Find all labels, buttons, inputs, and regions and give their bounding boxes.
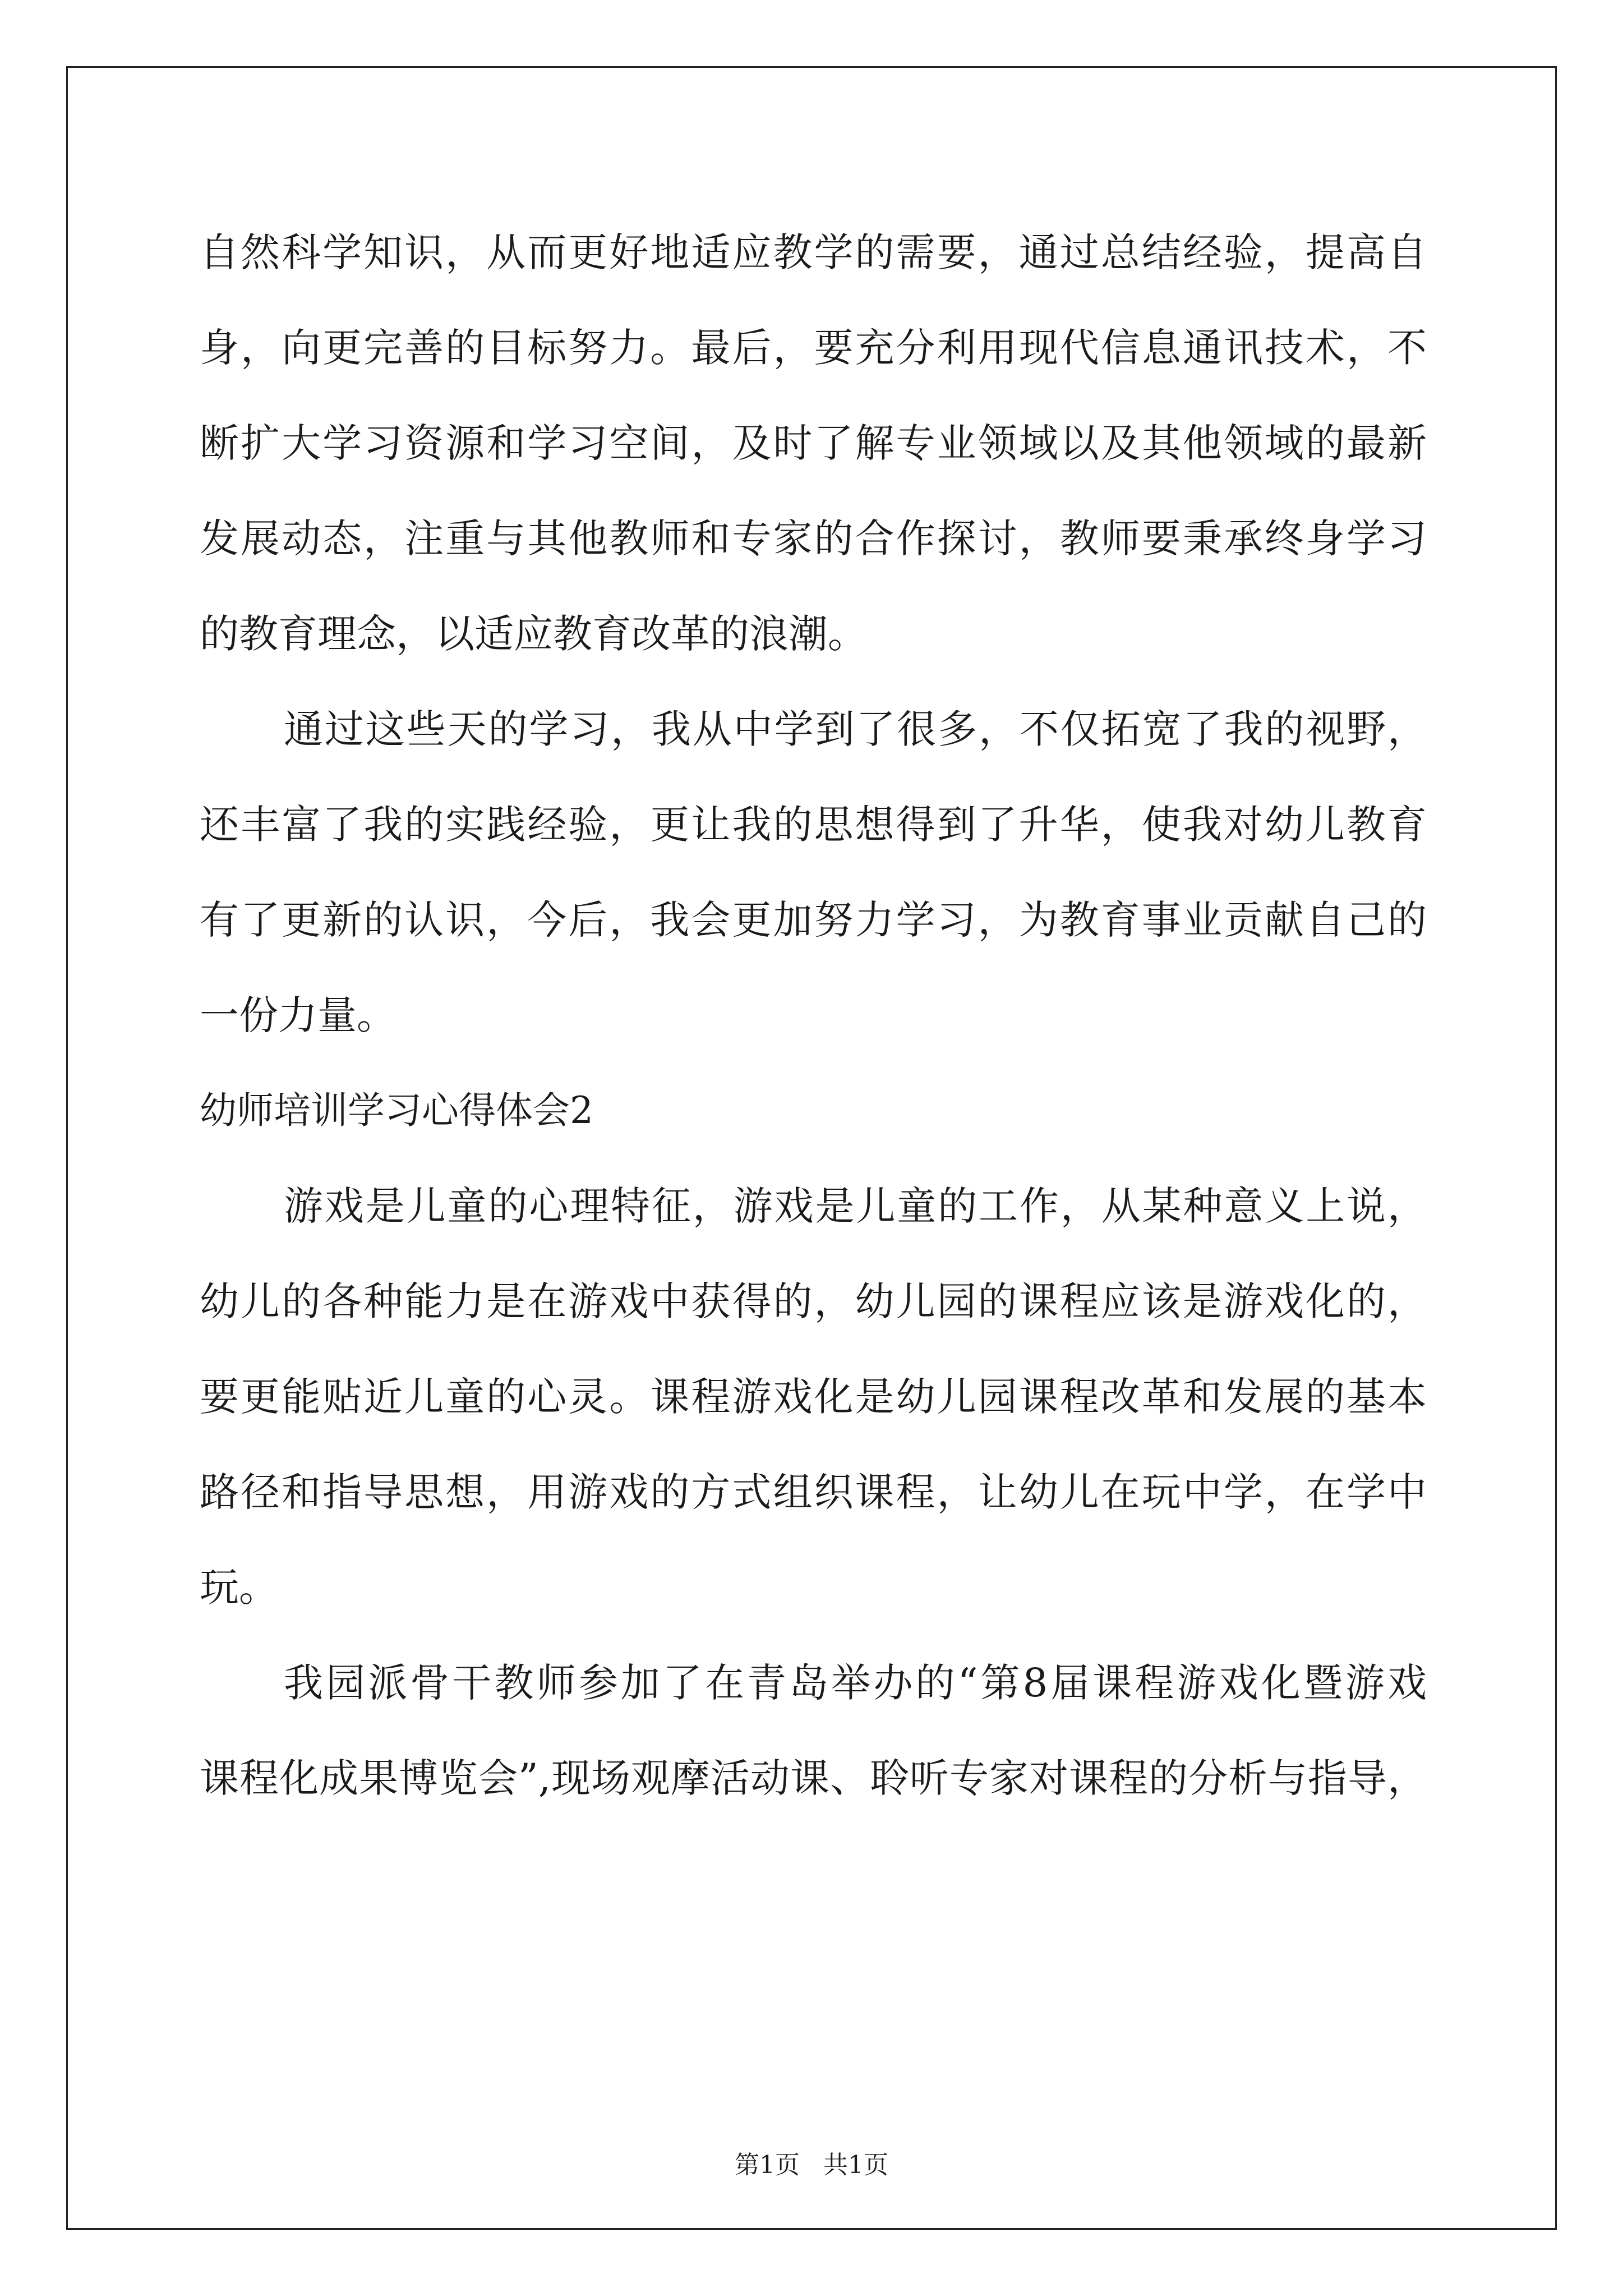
paragraph-line: 幼儿的各种能力是在游戏中获得的，幼儿园的课程应该是游戏化的，	[200, 1278, 1427, 1324]
paragraph-line: 有了更新的认识，今后，我会更加努力学习，为教育事业贡献自己的	[200, 897, 1427, 943]
paragraph-line: 玩。	[200, 1565, 278, 1611]
paragraph-line: 自然科学知识，从而更好地适应教学的需要，通过总结经验，提高自	[200, 229, 1427, 275]
page-footer: 第1页 共1页	[735, 2151, 888, 2179]
paragraph-line: 断扩大学习资源和学习空间，及时了解专业领域以及其他领域的最新	[200, 420, 1427, 466]
paragraph-line: 路径和指导思想，用游戏的方式组织课程，让幼儿在玩中学，在学中	[200, 1469, 1427, 1515]
paragraph-line: 发展动态，注重与其他教师和专家的合作探讨，教师要秉承终身学习	[200, 516, 1427, 562]
paragraph-line: 课程化成果博览会”,现场观摩活动课、聆听专家对课程的分析与指导，	[200, 1755, 1427, 1801]
paragraph-line: 通过这些天的学习，我从中学到了很多，不仅拓宽了我的视野，	[284, 706, 1427, 752]
paragraph-line: 要更能贴近儿童的心灵。课程游戏化是幼儿园课程改革和发展的基本	[200, 1374, 1427, 1420]
paragraph-line: 还丰富了我的实践经验，更让我的思想得到了升华，使我对幼儿教育	[200, 802, 1427, 848]
paragraph-line: 的教育理念，以适应教育改革的浪潮。	[200, 611, 867, 657]
page-border	[66, 66, 1557, 2230]
paragraph-line: 身，向更完善的目标努力。最后，要充分利用现代信息通讯技术，不	[200, 325, 1427, 371]
paragraph-line: 一份力量。	[200, 992, 396, 1038]
section-heading: 幼师培训学习心得体会2	[200, 1089, 593, 1132]
paragraph-line: 我园派骨干教师参加了在青岛举办的“第8届课程游戏化暨游戏	[284, 1660, 1427, 1706]
paragraph-line: 游戏是儿童的心理特征，游戏是儿童的工作，从某种意义上说，	[284, 1183, 1427, 1229]
